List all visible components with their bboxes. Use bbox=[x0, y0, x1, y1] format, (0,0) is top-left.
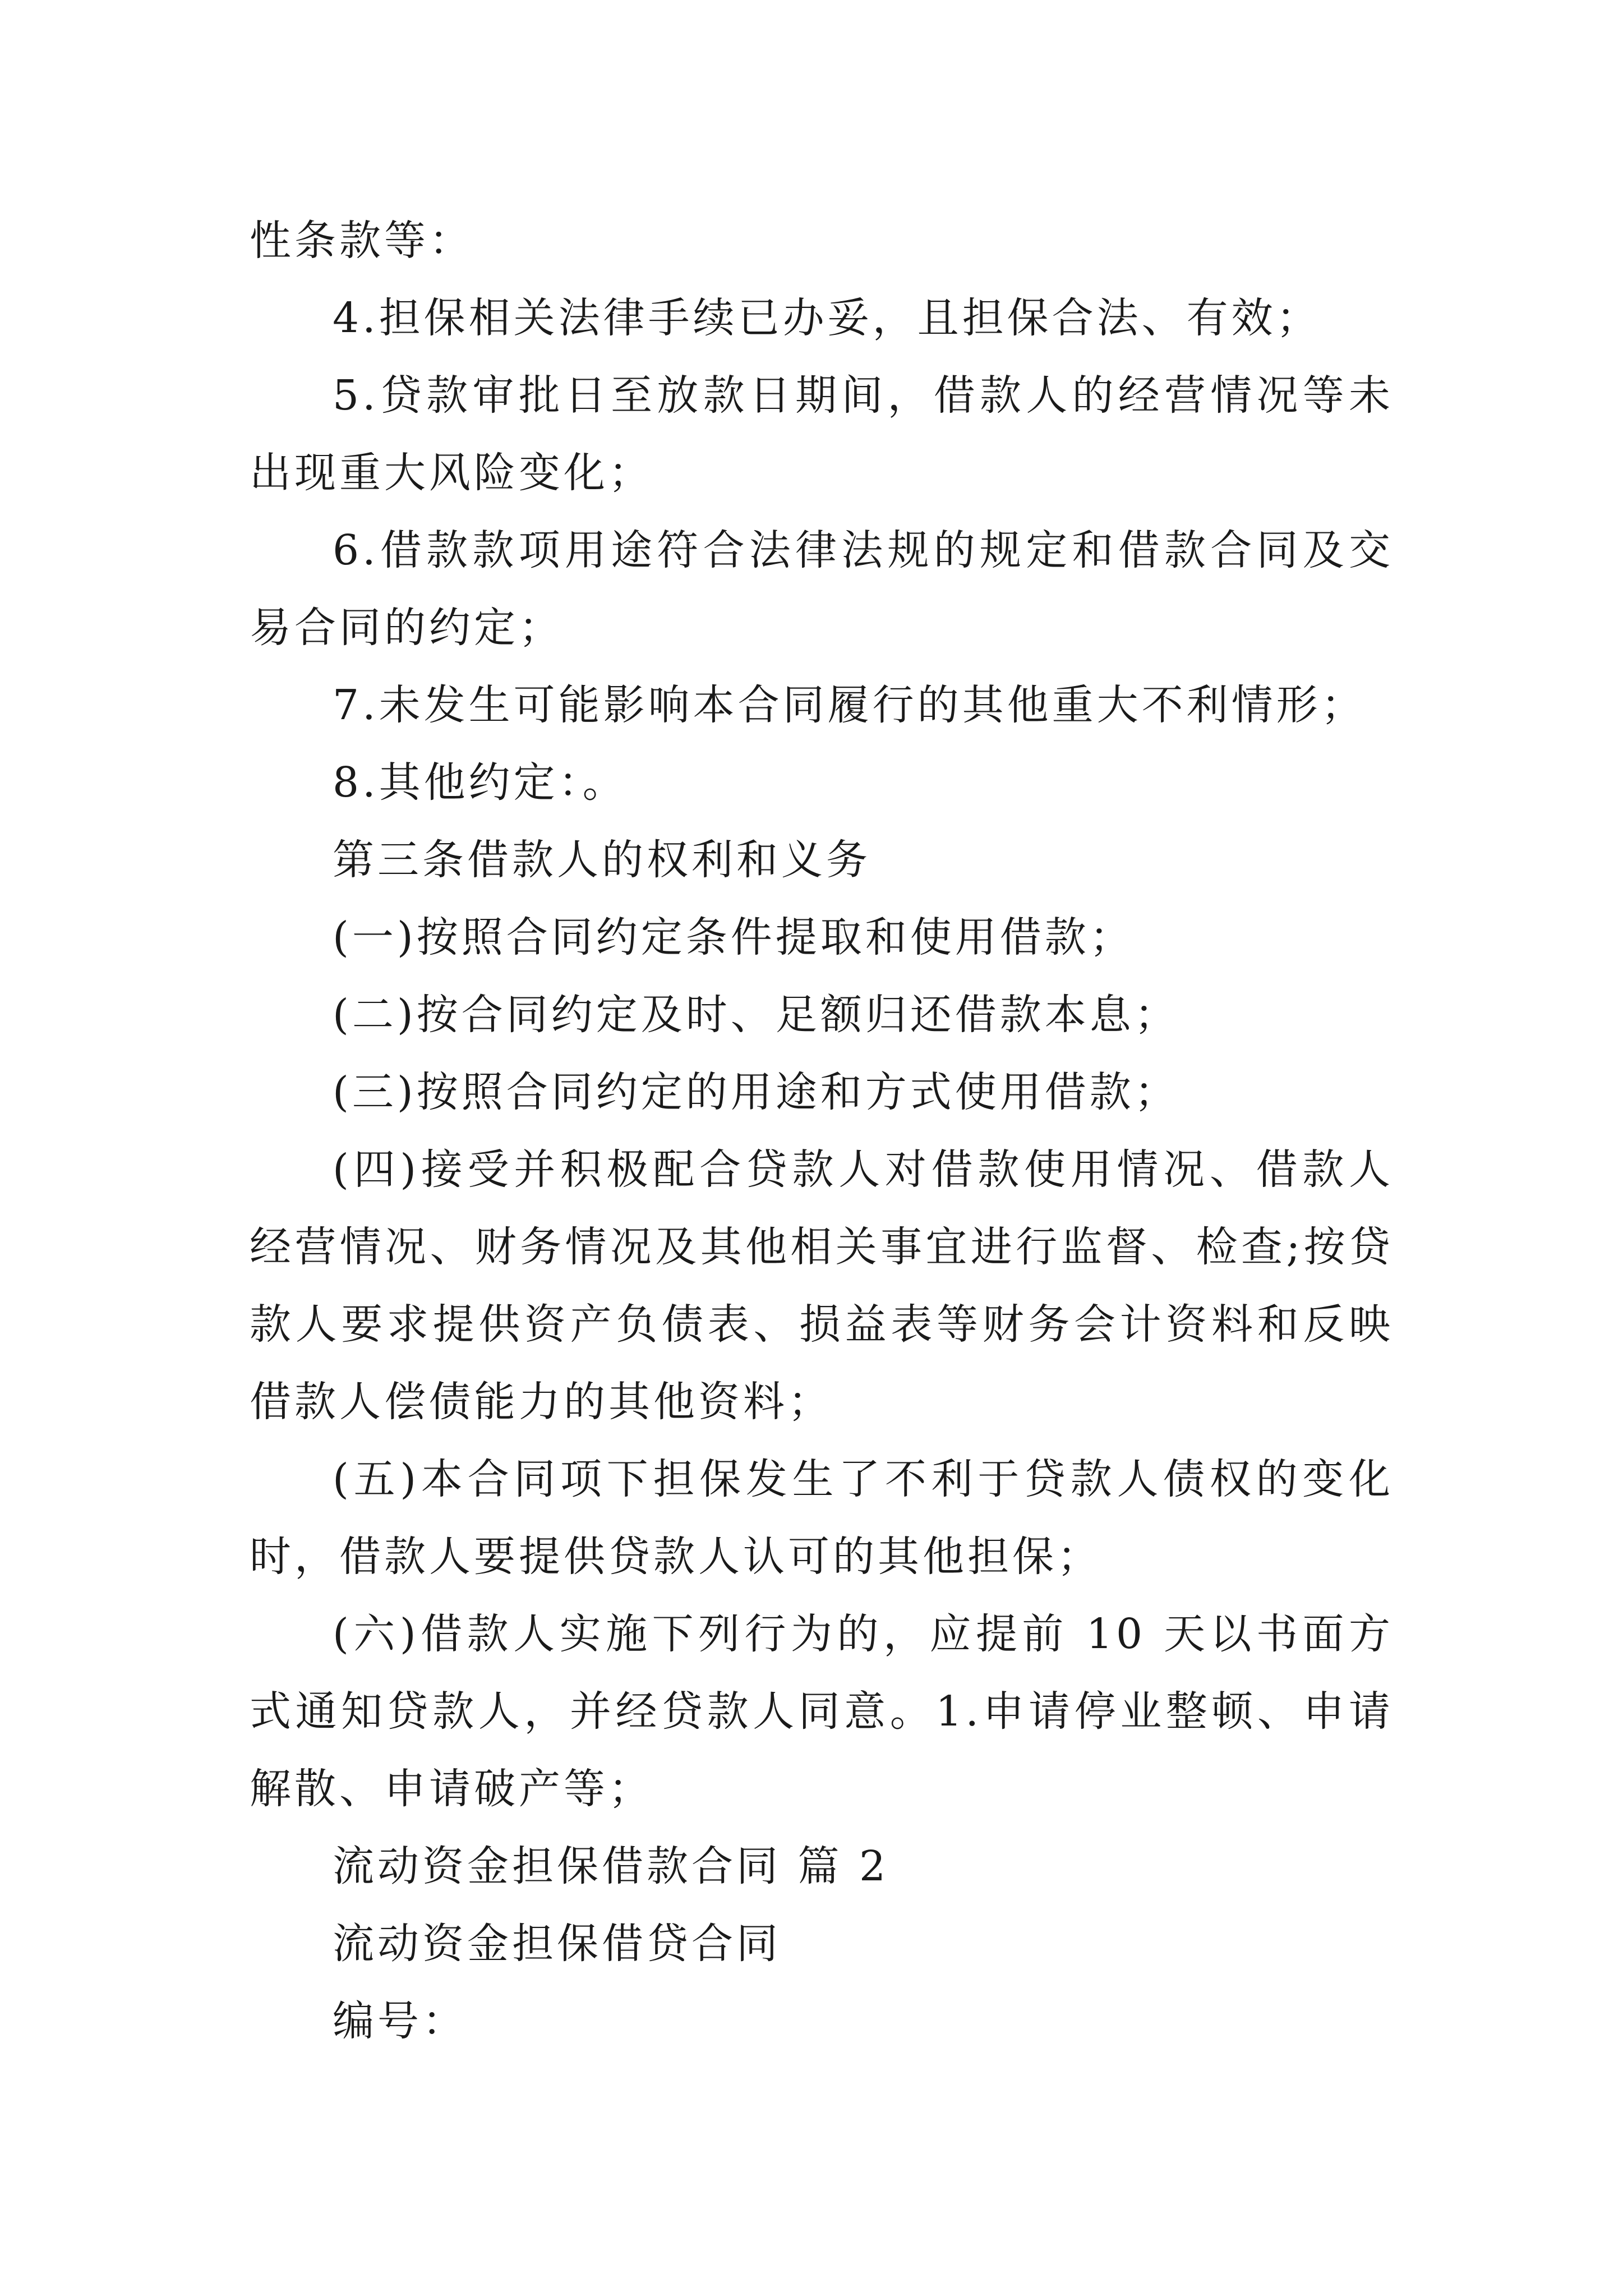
paragraph-item-7: 7.未发生可能影响本合同履行的其他重大不利情形； bbox=[333, 681, 1366, 729]
paragraph-obligation-2: (二)按合同约定及时、足额归还借款本息； bbox=[333, 991, 1179, 1039]
paragraph-obligation-3: (三)按照合同约定的用途和方式使用借款； bbox=[333, 1068, 1179, 1116]
paragraph-item-4: 4.担保相关法律手续已办妥，且担保合法、有效； bbox=[333, 294, 1321, 342]
paragraph-obligation-4: (四)接受并积极配合贷款人对借款使用情况、借款人经营情况、财务情况及其他相关事宜进行监督、检查;按贷款人要求提供资产负债表、损益表等财务会计资料和反映借款人偿债能力的其他资料； bbox=[250, 1145, 1394, 1426]
paragraph-item-6: 6.借款款项用途符合法律法规的规定和借款合同及交易合同的约定； bbox=[250, 526, 1394, 652]
paragraph-obligation-6: (六)借款人实施下列行为的，应提前 10 天以书面方式通知贷款人，并经贷款人同意。1.申请停业整顿、申请解散、申请破产等； bbox=[250, 1610, 1394, 1813]
contract-title-part-2: 流动资金担保借款合同 篇 2 bbox=[333, 1842, 889, 1890]
paragraph-obligation-5: (五)本合同项下担保发生了不利于贷款人债权的变化时，借款人要提供贷款人认可的其他担保； bbox=[250, 1455, 1394, 1581]
document-body bbox=[250, 202, 1394, 2060]
section-heading-article-3: 第三条借款人的权利和义务 bbox=[333, 836, 871, 884]
paragraph-item-8: 8.其他约定：。 bbox=[333, 758, 628, 807]
paragraph-clause-continuation: 性条款等： bbox=[250, 217, 474, 265]
contract-subtitle: 流动资金担保借贷合同 bbox=[333, 1920, 781, 1968]
paragraph-item-5: 5.贷款审批日至放款日期间，借款人的经营情况等未出现重大风险变化； bbox=[250, 371, 1394, 497]
contract-number-label: 编号： bbox=[333, 1997, 467, 2045]
paragraph-obligation-1: (一)按照合同约定条件提取和使用借款； bbox=[333, 913, 1135, 961]
